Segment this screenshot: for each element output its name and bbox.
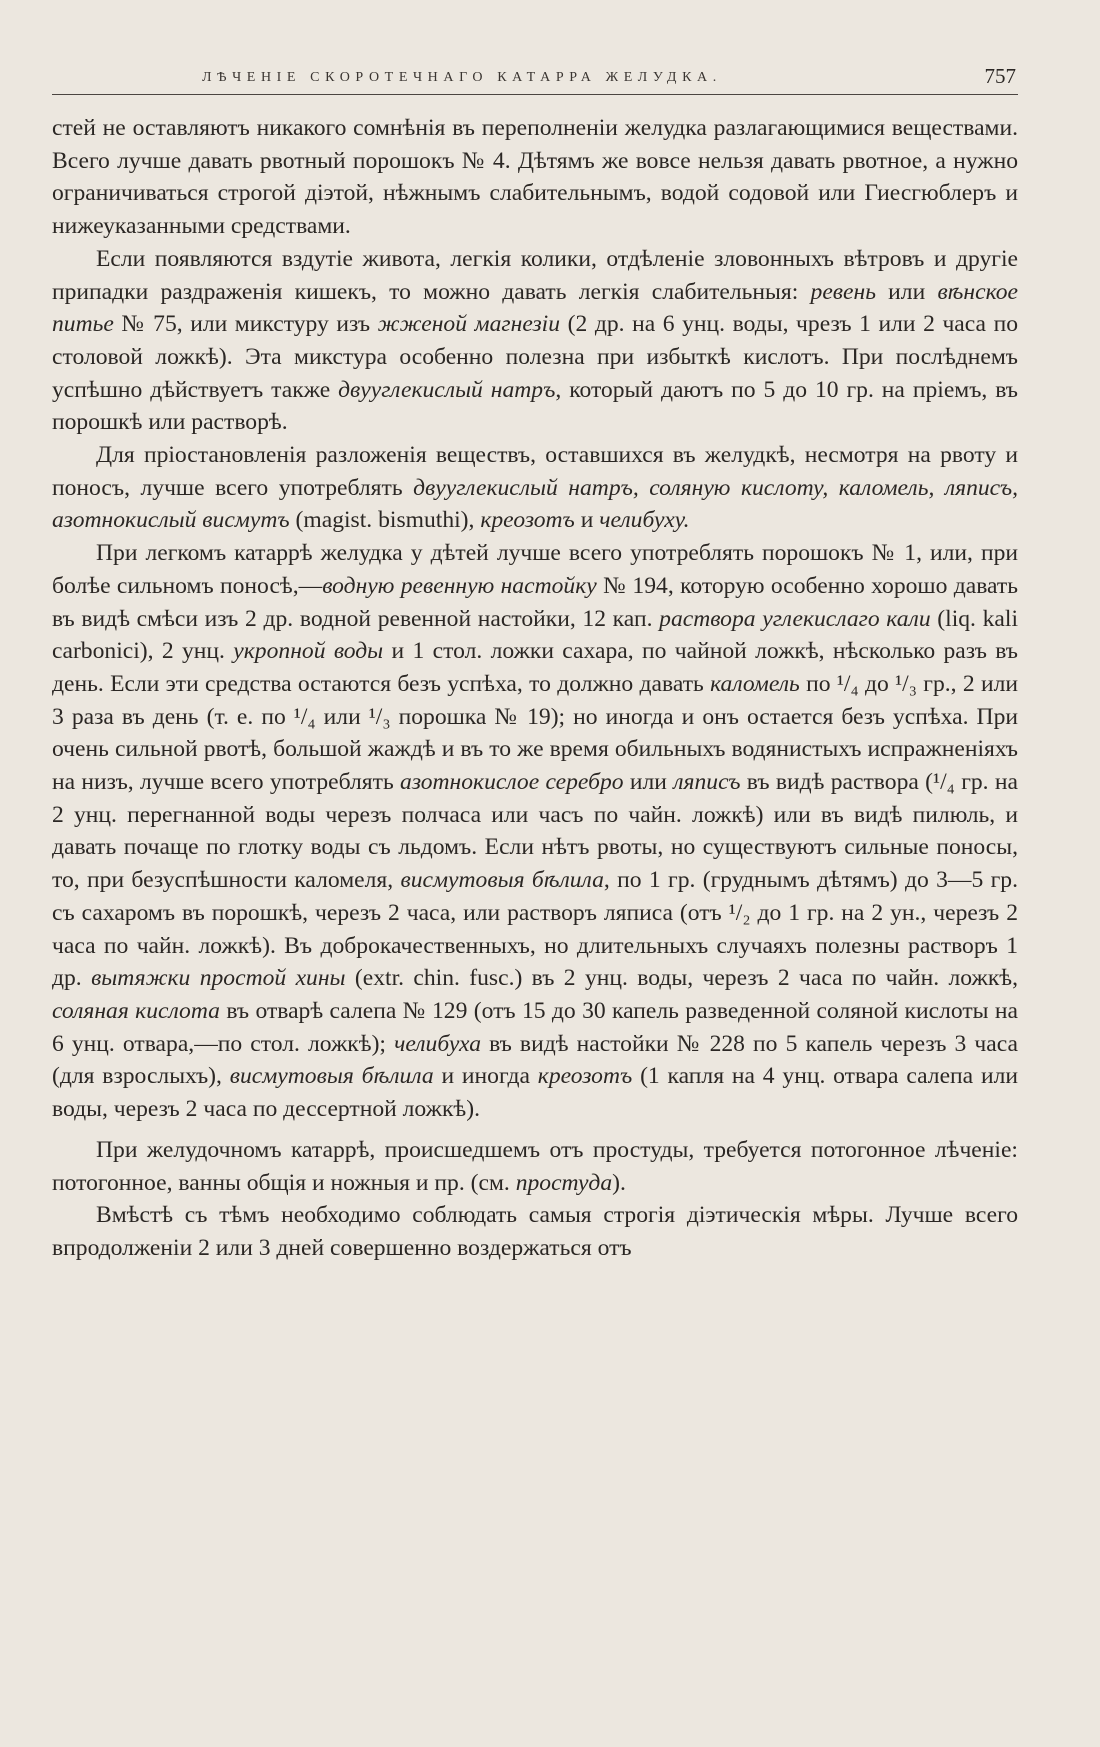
italic-term: ревень xyxy=(810,278,876,305)
italic-term: простуда xyxy=(515,1169,613,1196)
text-run: и иногда xyxy=(433,1063,538,1090)
text-run: (magist. bismuthi), xyxy=(289,507,481,534)
italic-term: соляная кислота xyxy=(52,997,220,1024)
text-run: ). xyxy=(612,1169,626,1196)
italic-term: двууглекислый натръ xyxy=(338,376,556,403)
italic-term: вѣнское питье xyxy=(52,278,1018,338)
paragraph xyxy=(52,243,1018,439)
text-run: въ видѣ настойки № 228 по 5 капель черезъ 3 часа (для взрослыхъ), xyxy=(52,1030,1019,1090)
text-run: , по 1 гр. (груднымъ дѣтямъ) до 3—5 гр. съ сахаромъ въ порошкѣ, черезъ 2 часа, или растворъ ляписа (отъ ¹/₂ до 1 гр. на 2 ун., черезъ 2 часа по чайн. ложкѣ). Въ доброкачественныхъ, но длительныхъ случаяхъ полезны растворъ 1 др. xyxy=(52,867,1018,992)
text-run: Если появляются вздутіе живота, легкія колики, отдѣленіе зловонныхъ вѣтровъ и другіе припадки раздраженія кишекъ, то можно давать легкія слабительныя: xyxy=(52,245,1018,305)
paragraph xyxy=(52,1199,1018,1264)
text-run: При желудочномъ катаррѣ, происшедшемъ отъ простуды, требуется потогонное лѣченіе: потогонное, ванны общія и ножныя и пр. (см. xyxy=(52,1136,1018,1196)
text-run: въ видѣ раствора (¹/₄ гр. на 2 унц. перегнанной воды черезъ полчаса или часъ по чайн. ложкѣ) или въ видѣ пилюль, и давать почаще по глотку воды съ льдомъ. Если нѣтъ рвоты, но существуютъ сильные поносы, то, при безуспѣшности каломеля, xyxy=(52,769,1018,894)
body-text xyxy=(52,112,1018,1265)
italic-term: ляписъ xyxy=(673,769,741,796)
text-run: Вмѣстѣ съ тѣмъ необходимо соблюдать самыя строгія діэтическія мѣры. Лучше всего впродолженіи 2 или 3 дней совершенно воздержаться отъ xyxy=(52,1202,1018,1261)
text-run: (1 капля на 4 унц. отвара салепа или воды, черезъ 2 часа по дессертной ложкѣ). xyxy=(52,1063,1018,1123)
italic-term: креозотъ xyxy=(480,507,575,534)
paragraph xyxy=(52,1134,1018,1199)
italic-term: висмутовыя бѣлила xyxy=(400,867,604,894)
italic-term: челибуху. xyxy=(599,507,690,534)
italic-term: азотнокислое серебро xyxy=(400,769,624,796)
text-run: и xyxy=(574,507,600,534)
text-run: или xyxy=(875,278,938,305)
page-header xyxy=(52,60,1018,95)
italic-term: висмутовыя бѣлила xyxy=(229,1063,434,1090)
paragraph xyxy=(52,439,1018,537)
text-run: (liq. kali carbonici), 2 унц. xyxy=(52,605,1018,665)
italic-term: укропной воды xyxy=(233,638,384,665)
text-run: , который даютъ по 5 до 10 гр. на пріемъ, въ порошкѣ или растворѣ. xyxy=(52,376,1018,436)
italic-term: челибуха xyxy=(394,1030,481,1057)
paragraph xyxy=(52,537,1018,1126)
page-number: 757 xyxy=(984,64,1016,88)
italic-term: раствора углекислаго кали xyxy=(659,605,931,632)
text-run: (2 др. на 6 унц. воды, чрезъ 1 или 2 часа по столовой ложкѣ). Эта микстура особенно полезна при избыткѣ кислотъ. При послѣднемъ успѣшно дѣйствуетъ также xyxy=(52,311,1018,403)
text-run: (extr. chin. fusc.) въ 2 унц. воды, черезъ 2 часа по чайн. ложкѣ, xyxy=(345,965,1018,992)
italic-term: жженой магнезіи xyxy=(377,311,561,338)
italic-term: креозотъ xyxy=(537,1063,633,1090)
text-run: Для пріостановленія разложенія веществъ, оставшихся въ желудкѣ, несмотря на рвоту и поносъ, лучше всего употреблять xyxy=(52,442,1018,501)
text-run: и 1 стол. ложки сахара, по чайной ложкѣ, нѣсколько разъ въ день. Если эти средства остаются безъ успѣха, то должно давать xyxy=(52,638,1018,697)
paragraph xyxy=(52,112,1018,243)
text-run: въ отварѣ салепа № 129 (отъ 15 до 30 капель разведенной соляной кислоты на 6 унц. отвара,—по стол. ложкѣ); xyxy=(52,997,1018,1057)
italic-term: каломель xyxy=(710,670,800,697)
text-run: или xyxy=(623,769,674,796)
text-run: № 75, или микстуру изъ xyxy=(113,311,378,338)
text-run: При легкомъ катаррѣ желудка у дѣтей лучше всего употреблять порошокъ № 1, или, при болѣе сильномъ поносѣ,— xyxy=(52,540,1018,599)
text-run: по ¹/₄ до ¹/₃ гр., 2 или 3 раза въ день (т. е. по ¹/₄ или ¹/₃ порошка № 19); но иногда и онъ остается безъ успѣха. При очень сильной рвотѣ, большой жаждѣ и въ то же время обильныхъ водянистыхъ испражненіяхъ на низъ, лучше всего употреблять xyxy=(52,670,1018,796)
italic-term: водную ревенную настойку xyxy=(322,572,597,599)
running-title: ЛѢЧЕНІЕ СКОРОТЕЧНАГО КАТАРРА ЖЕЛУДКА. xyxy=(202,70,722,85)
italic-term: двууглекислый натръ, соляную кислоту, каломель, ляписъ, азотнокислый висмутъ xyxy=(52,474,1018,534)
italic-term: вытяжки простой хины xyxy=(91,965,346,992)
text-run: стей не оставляютъ никакого сомнѣнія въ переполненіи желудка разлагающимися веществами. Всего лучше давать рвотный порошокъ № 4. Дѣтямъ же вовсе нельзя давать рвотное, а нужно ограничиваться строгой діэтой, нѣжнымъ слабительнымъ, водой содовой или Гиесгюблеръ и нижеуказанными средствами. xyxy=(52,115,1018,240)
text-run: № 194, которую особенно хорошо давать въ видѣ смѣси изъ 2 др. водной ревенной настойки, 12 кап. xyxy=(52,572,1018,632)
